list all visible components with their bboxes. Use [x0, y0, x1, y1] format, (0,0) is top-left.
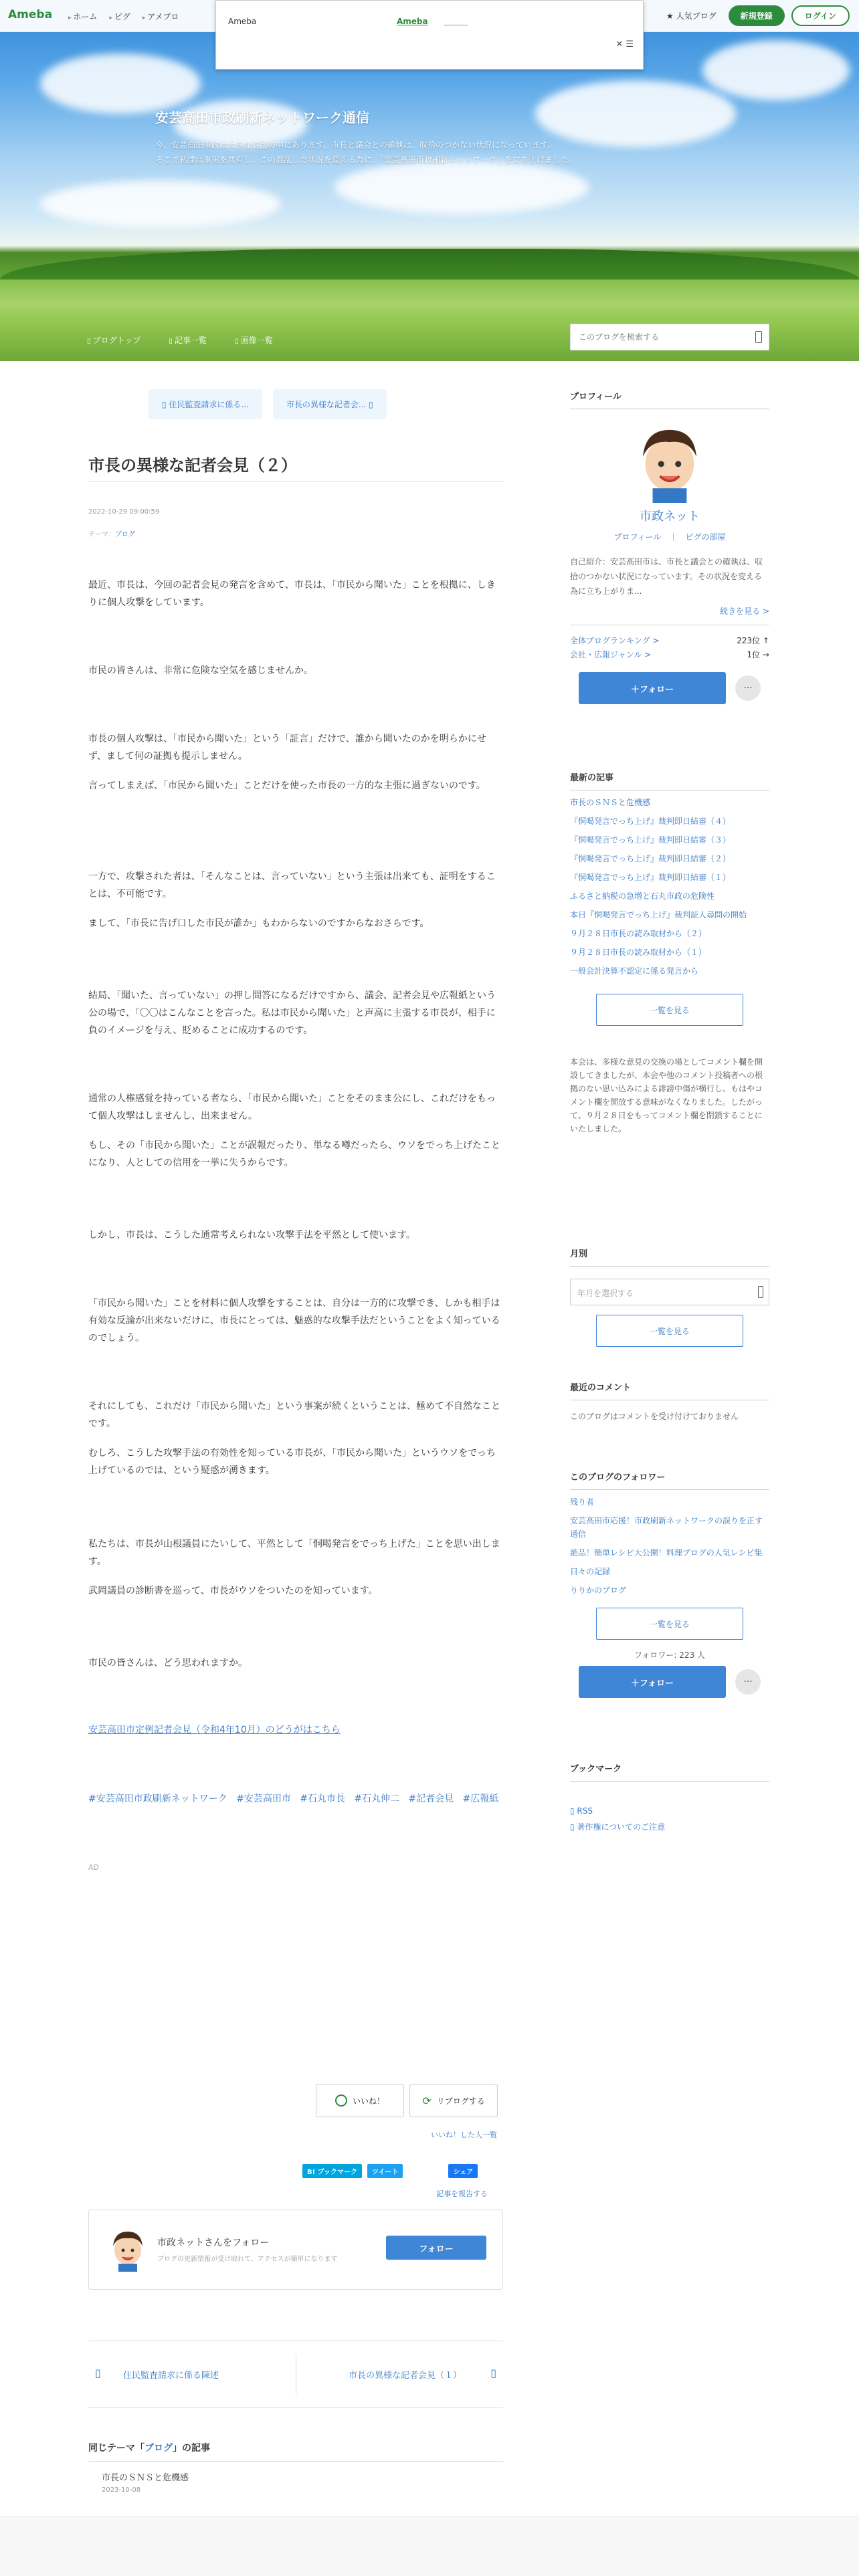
chevron-down-icon — [758, 1286, 763, 1298]
genre-ranking-link[interactable]: 会社・広報ジャンル > — [570, 650, 652, 659]
rss-label: RSS — [577, 1806, 593, 1816]
hashtag[interactable]: #広報紙 — [462, 1794, 499, 1804]
follower-link[interactable]: 残り者 — [570, 1497, 595, 1507]
recent-entry-link[interactable]: 『恫喝発言でっち上げ』裁判即日結審（３） — [570, 835, 731, 845]
article-paragraph: 市長の個人攻撃は、「市民から聞いた」という「証言」だけで、誰から聞いたのかを明らかにせず、まして何の証拠も提示しません。 — [88, 734, 486, 762]
article-body-block — [88, 1226, 503, 1256]
nav-amepro[interactable]: ▸ アメプロ — [142, 11, 179, 22]
profile-heading: プロフィール — [570, 389, 769, 409]
theme-link[interactable]: ブログ — [115, 531, 135, 538]
profile-name[interactable]: 市政ネット — [640, 510, 700, 524]
article-paragraph: もし、その「市民から聞いた」ことが誤報だったり、単なる噂だったら、ウソをでっち上げたことになり、人としての信用を一挙に失うからです。 — [88, 1140, 500, 1168]
bookmark-heading: ブックマーク — [570, 1761, 769, 1782]
blog-description — [155, 138, 664, 167]
liked-users-link[interactable]: いいね！した人一覧 — [431, 2131, 497, 2139]
ranking-row — [570, 635, 769, 646]
recent-entry-link[interactable]: 本日『恫喝発言でっち上げ』裁判証人尋問の開始 — [570, 910, 747, 920]
overall-ranking-value: 223位 ↑ — [737, 636, 769, 645]
monthly-heading: 月別 — [570, 1247, 769, 1267]
recent-entry-link[interactable]: 『恫喝発言でっち上げ』裁判即日結審（２） — [570, 854, 731, 863]
same-theme-label: 」の記事 — [173, 2443, 210, 2454]
follower-link[interactable]: 絶品！簡単レシピ大公開！料理ブログの人気レシピ集 — [570, 1548, 763, 1558]
reblog-button[interactable] — [409, 2084, 498, 2117]
more-icon[interactable]: ··· — [735, 1669, 761, 1695]
search-icon[interactable] — [755, 331, 762, 343]
divider — [88, 481, 503, 482]
recent-entry-link[interactable]: 『恫喝発言でっち上げ』裁判即日結審（４） — [570, 817, 731, 826]
follower-count: フォロワー: 223 人 — [634, 1650, 705, 1660]
article-paragraph: 通常の人権感覚を持っている者なら、「市民から聞いた」ことをそのまま公にし、これだけをもって個人攻撃はしませんし、出来ません。 — [88, 1093, 496, 1121]
chevron-left-icon[interactable]: ▯ — [95, 2367, 101, 2379]
hashtag[interactable]: #石丸伸二 — [354, 1794, 400, 1804]
bottom-bar — [0, 2516, 859, 2576]
theme-label: テーマ： — [88, 531, 115, 538]
same-theme-item[interactable]: 市長のＳＮＳと危機感 — [102, 2473, 189, 2483]
nav-blog-top[interactable]: ▯ ブログトップ — [87, 334, 140, 346]
profile-section — [570, 389, 769, 704]
follow-button[interactable]: フォロー — [386, 2236, 486, 2260]
article-paragraph: まして、「市長に告げ口した市民が誰か」もわからないのですからなおさらです。 — [88, 918, 430, 929]
popup-brand: Ameba — [228, 17, 257, 26]
blog-title[interactable]: 安芸高田市政刷新ネットワーク通信 — [155, 110, 369, 126]
article-body-block — [88, 1654, 503, 1684]
comments-heading: 最近のコメント — [570, 1380, 769, 1400]
tree-line — [0, 249, 859, 280]
article-title[interactable]: 市長の異様な記者会見（２） — [88, 456, 297, 475]
tweet-button[interactable]: ツイート — [367, 2164, 403, 2178]
rss-icon: ▯ — [570, 1806, 577, 1816]
register-button[interactable]: 新規登録 — [729, 5, 785, 26]
avatar[interactable] — [633, 423, 706, 503]
follower-link[interactable]: 安芸高田市応援！市政刷新ネットワークの誤りを正す通信 — [570, 1516, 763, 1539]
report-article-link[interactable]: 記事を報告する — [436, 2189, 488, 2198]
recent-heading: 最新の記事 — [570, 770, 769, 790]
divider — [88, 2461, 503, 2462]
follow-card-subtext: ブログの更新情報が受け取れて、アクセスが簡単になります — [157, 2256, 338, 2263]
rss-link[interactable] — [570, 1804, 769, 1818]
article-paragraph: 武岡議員の診断書を巡って、市長がウソをついたのを知っています。 — [88, 1586, 378, 1596]
article-paragraph: 結局、「聞いた、言っていない」の押し問答になるだけですから、議会、記者会見や広報紙という公の場で、「〇〇はこんなことを言った。私は市民から聞いた」と声高に主張する市長が、相手に負のイメージを与え、貶めることに成功するのです。 — [88, 990, 496, 1036]
follow-card — [88, 2210, 503, 2290]
share-buttons — [302, 2164, 478, 2178]
followers-section — [570, 1470, 769, 1698]
follower-link[interactable]: りりかのブログ — [570, 1586, 627, 1595]
recent-entries — [570, 770, 769, 1136]
article-paragraph: しかし、市長は、こうした通常考えられない攻撃手法を平然として使います。 — [88, 1230, 415, 1241]
same-theme-link[interactable]: ブログ — [145, 2443, 173, 2454]
recent-entry-link[interactable]: ふるさと納税の急増と石丸市政の危険性 — [570, 891, 715, 901]
follow-row — [570, 672, 769, 704]
article-body-block — [88, 1295, 503, 1359]
article-paragraph: 言ってしまえば、「市民から聞いた」ことだけを使った市長の一方的な主張に過ぎないのです。 — [88, 780, 486, 791]
genre-ranking-value: 1位 → — [747, 650, 769, 659]
login-button[interactable]: ログイン — [791, 5, 850, 26]
follower-link[interactable]: 日々の記録 — [570, 1567, 611, 1576]
article-body-block — [88, 1090, 503, 1184]
next-article-link[interactable]: 市長の異様な記者会見（１） — [348, 2371, 462, 2381]
avatar — [108, 2228, 148, 2272]
recent-entry-link[interactable]: 『恫喝発言でっち上げ』裁判即日結審（１） — [570, 873, 731, 882]
article-body-block — [88, 576, 503, 623]
follow-row — [570, 1666, 769, 1698]
same-theme-label: 同じテーマ「 — [88, 2443, 145, 2454]
blog-search — [570, 324, 769, 350]
recent-entry-link[interactable]: 市長のＳＮＳと危機感 — [570, 798, 651, 807]
hashtag-list — [88, 1790, 503, 1808]
smile-icon — [335, 2095, 347, 2107]
chevron-right-icon[interactable]: ▯ — [490, 2367, 496, 2379]
facebook-share-button[interactable]: シェア — [448, 2164, 478, 2178]
like-suffix: ！ — [377, 2096, 385, 2106]
see-monthly-button[interactable]: 一覧を見る — [596, 1315, 743, 1347]
comments-text: このブログはコメントを受け付けておりません — [570, 1412, 739, 1421]
reblog-label: リブログする — [436, 2096, 485, 2106]
next-article-pill[interactable]: 市長の異様な記者会... ▯ — [273, 389, 387, 419]
see-followers-button[interactable]: 一覧を見る — [596, 1608, 743, 1640]
read-more-link[interactable]: 続きを見る > — [720, 607, 769, 616]
prev-next-nav — [88, 2341, 503, 2407]
reaction-buttons — [316, 2084, 498, 2117]
profile-links[interactable]: プロフィール ｜ ピグの部屋 — [613, 532, 726, 542]
like-button[interactable] — [316, 2084, 404, 2117]
nav-pigg[interactable]: ▸ ピグ — [109, 11, 130, 22]
global-nav — [68, 11, 179, 22]
ameba-logo[interactable]: Ameba — [8, 8, 53, 21]
recent-entry-link[interactable]: ９月２８日市長の読み取材から（２） — [570, 929, 707, 938]
prev-article-link[interactable]: 住民監査請求に係る陳述 — [123, 2371, 219, 2381]
same-theme-heading — [88, 2441, 210, 2454]
hashtag[interactable]: #安芸高田市 — [236, 1794, 291, 1804]
article-paragraph: 最近、市長は、今回の記者会見の発言を含めて、市長は、「市民から聞いた」ことを根拠に、しきりに個人攻撃をしています。 — [88, 580, 496, 608]
article-theme — [88, 528, 135, 538]
popup-link[interactable]: Ameba — [397, 17, 428, 26]
document-icon: ▯ — [570, 1822, 577, 1832]
nav-entry-list[interactable]: ▯ 記事一覧 — [169, 334, 207, 346]
copyright-label: 著作権についてのご注意 — [577, 1822, 666, 1832]
hashtag[interactable]: #記者会見 — [408, 1794, 454, 1804]
article-paragraph: それにしても、これだけ「市民から聞いた」という事案が続くということは、極めて不自然なことです。 — [88, 1401, 500, 1429]
follow-button[interactable]: ＋フォロー — [579, 1666, 726, 1698]
profile-intro: 自己紹介：安芸高田市は、市長と議会との確執は、収拾のつかない状況になっています。その状況を変える為に立ち上がりま... — [570, 557, 763, 596]
follow-card-name: 市政ネットさんをフォロー — [157, 2238, 270, 2248]
blog-description-line: 今、安芸高田市政は大きな混乱の中にあります。市長と議会との確執は、収拾のつかない状況になっています。 — [155, 140, 556, 150]
blog-nav — [87, 334, 273, 346]
close-icon[interactable]: ✕ ☰ — [615, 39, 634, 49]
article-body-block — [88, 1535, 503, 1612]
article-paragraph: むしろ、こうした攻撃手法の有効性を知っている市長が、「市民から聞いた」というウソをでっち上げているのでは、という疑惑が湧きます。 — [88, 1448, 496, 1476]
ad-label: AD — [88, 1863, 99, 1872]
article-paragraph: 一方で、攻撃された者は、「そんなことは、言っていない」という主張は出来ても、証明をすることは、不可能です。 — [88, 871, 496, 899]
hashtag[interactable]: #安芸高田市政刷新ネットワーク — [88, 1794, 227, 1804]
article-paragraph: 私たちは、市長が山根議員にたいして、平然として「恫喝発言をでっち上げた」ことを思い出します。 — [88, 1539, 500, 1567]
reblog-icon: ⟳ — [422, 2094, 432, 2107]
overall-ranking-link[interactable]: 全体ブログランキング > — [570, 636, 660, 645]
follow-button[interactable]: ＋フォロー — [579, 672, 726, 704]
hatena-bookmark-button[interactable]: B! ブックマーク — [302, 2164, 362, 2178]
bookmark-section — [570, 1761, 769, 1834]
same-theme-date: 2023-10-08 — [102, 2486, 141, 2494]
topbar-actions — [661, 5, 850, 26]
article-paragraph: 市民の皆さんは、どう思われますか。 — [88, 1658, 248, 1669]
article-body-block — [88, 730, 503, 807]
copyright-link[interactable] — [570, 1820, 769, 1834]
article-date: 2022-10-29 09:00:59 — [88, 508, 160, 516]
more-icon[interactable]: ··· — [735, 675, 761, 701]
month-select-value: 年月を選択する — [577, 1289, 634, 1298]
recent-entry-link[interactable]: ９月２８日市長の読み取材から（１） — [570, 948, 707, 957]
blog-description-line: そこで私達は事実を共有し、この混乱した状況を変える為に、「安芸高田市政刷新ネットワーク」を立ち上げました。 — [155, 155, 577, 165]
blog-search-input[interactable] — [571, 324, 738, 350]
prev-article-pill[interactable]: ▯ 住民監査請求に係る... — [149, 389, 262, 419]
press-conference-video-link[interactable]: 安芸高田市定例記者会見（令和4年10月）のどうがはこちら — [88, 1725, 341, 1735]
article-paragraph: 市民の皆さんは、非常に危険な空気を感じませんか。 — [88, 665, 313, 676]
see-all-entries-button[interactable]: 一覧を見る — [596, 994, 743, 1026]
like-text: いいね — [352, 2096, 377, 2106]
monthly-archive — [570, 1247, 769, 1347]
followers-heading: このブログのフォロワー — [570, 1470, 769, 1490]
article-pager-top — [149, 389, 387, 419]
recent-entry-link[interactable]: 一般会計決算不認定に係る発言から — [570, 966, 699, 976]
ranking-row — [570, 649, 769, 660]
hashtag[interactable]: #石丸市長 — [300, 1794, 345, 1804]
article-body-block — [88, 987, 503, 1051]
nav-image-list[interactable]: ▯ 画像一覧 — [235, 334, 273, 346]
like-label — [353, 2095, 385, 2107]
comment-notice: 本会は、多様な意見の交換の場としてコメント欄を開設してきましたが、本会や他のコメント投稿者への根拠のない思い込みによる誹謗中傷が横行し、もはやコメント欄を開放する意味がなくなりました。したがって、９月２８日をもってコメント欄を閉鎖することにいたしました。 — [570, 1057, 763, 1134]
nav-home[interactable]: ▸ ホーム — [68, 11, 97, 22]
month-select[interactable] — [570, 1279, 769, 1305]
article-body-block — [88, 1398, 503, 1491]
recent-comments — [570, 1380, 769, 1423]
popular-blogs-link[interactable]: ★ 人気ブログ — [666, 11, 717, 21]
ameba-popup — [215, 0, 644, 70]
article-body-block — [88, 662, 503, 691]
article-paragraph: 「市民から聞いた」ことを材料に個人攻撃をすることは、自分は一方的に攻撃でき、しかも相手は有効な反論が出来ないだけに、市長にとっては、魅惑的な攻撃手法だということをよく知っているのでしょう。 — [88, 1298, 500, 1344]
article-body-block — [88, 868, 503, 944]
